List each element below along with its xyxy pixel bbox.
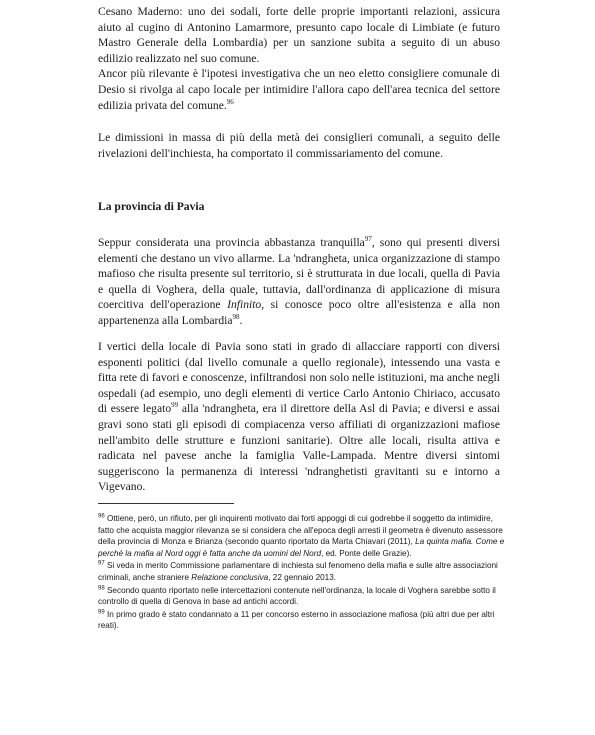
continued-paragraph <box>98 4 500 113</box>
paragraph-dimissioni: Le dimissioni in massa di più della metà dei consiglieri comunali, a seguito delle rivelazioni dell'inchiesta, ha comportato il commissariamento del comune. <box>98 131 500 160</box>
paragraph-cesano: Cesano Maderno: uno dei sodali, forte delle proprie importanti relazioni, assicura aiuto al cugino di Antonino Lamarmore, presunto capo locale di Limbiate (e futuro Mastro Generale della Lombardia) per un sanzione subita a seguito di un abuso edilizio realizzato nel suo comune. <box>98 5 500 65</box>
paragraph-pavia-vertici: I vertici della locale di Pavia sono stati in grado di allacciare rapporti con diversi esponenti politici (dal livello comunale a quello regionale), intessendo una vasta e fitta rete di favori e conoscenze, infiltrandosi non solo nelle istituzioni, ma anche negli ospedali (ad esempio, uno degli elementi di vertice Carlo Antonio Chiriaco, accusato di essere legato$^{99}$ alla 'ndrangheta, era il direttore della Asl di Pavia; e diversi e assai gravi sono stati gli episodi di compiacenza verso affiliati di organizzazioni mafiose nell'ambito delle strutture e funzioni sanitarie). Oltre alle locali, risulta attiva e radicata nel pavese anche la famiglia Valle-Lampada. Mentre diversi sintomi suggeriscono la permanenza di interessi 'ndranghetisti gravitanti su e intorno a Vigevano. <box>98 340 500 494</box>
footnote-ref-98[interactable]: 98 <box>232 313 240 322</box>
footnote-ref-96[interactable]: 96 <box>226 97 234 106</box>
footnote-ref-99[interactable]: 99 <box>171 401 179 410</box>
paragraph-pavia-intro: Seppur considerata una provincia abbastanza tranquilla$^{97}$, sono qui presenti diversi elementi che destano un vivo allarme. La 'ndrangheta, unica organizzazione di stampo mafioso che risulta presente sul territorio, si è strutturata in due locali, quella di Pavia e quella di Voghera, della quale, tuttavia, dall'ordinanza di applicazione di misura coercitiva dell'operazione Infinito, si conosce poco oltre all'esistenza e alla non appartenenza alla Lombardia$^{98}$. <box>98 235 501 327</box>
footnote-97: $^{97}$ Si veda in merito Commissione parlamentare di inchiesta sul fenomeno della mafia e sulle altre associazioni criminali, anche straniere Relazione conclusiva, 22 gennaio 2013. <box>98 560 498 582</box>
footnote-divider <box>98 503 234 504</box>
section-heading: La provincia di Pavia <box>98 200 205 213</box>
footnote-98: $^{98}$ Secondo quanto riportato nelle intercettazioni contenute nell'ordinanza, la locale di Voghera sarebbe sotto il controllo di quella di Genova in base ad antichi accordi. <box>98 584 496 607</box>
footnote-99: $^{99}$ In primo grado è stato condannato a 11 per concorso esterno in associazione mafiosa (più altri due per altri reati). <box>98 609 495 631</box>
footnotes <box>98 513 508 633</box>
footnote-ref-97[interactable]: 97 <box>364 235 372 244</box>
operation-name: Infinito <box>227 298 262 312</box>
footnote-96: $^{96}$ Ottiene, però, un rifiuto, per gli inquirenti motivato dai forti appoggi di cui godrebbe il soggetto da intimidire, fatto che acquista maggior rilevanza se si considera che all'epoca degli arresti il geometra è divenuto assessore della provincia di Monza e Brianza (secondo quanto riportato da Marta Chiavari (2011), La quinta mafia. Come e perché la mafia al Nord oggi è fatta anche da uomini del Nord, ed. Ponte delle Grazie). <box>98 513 505 558</box>
paragraph-desio: Ancor più rilevante è l'ipotesi investigativa che un neo eletto consigliere comunale di Desio si rivolga al capo locale per intimidire l'allora capo dell'area tecnica del settore edilizia privata del comune.$^{96}$ <box>98 67 500 112</box>
